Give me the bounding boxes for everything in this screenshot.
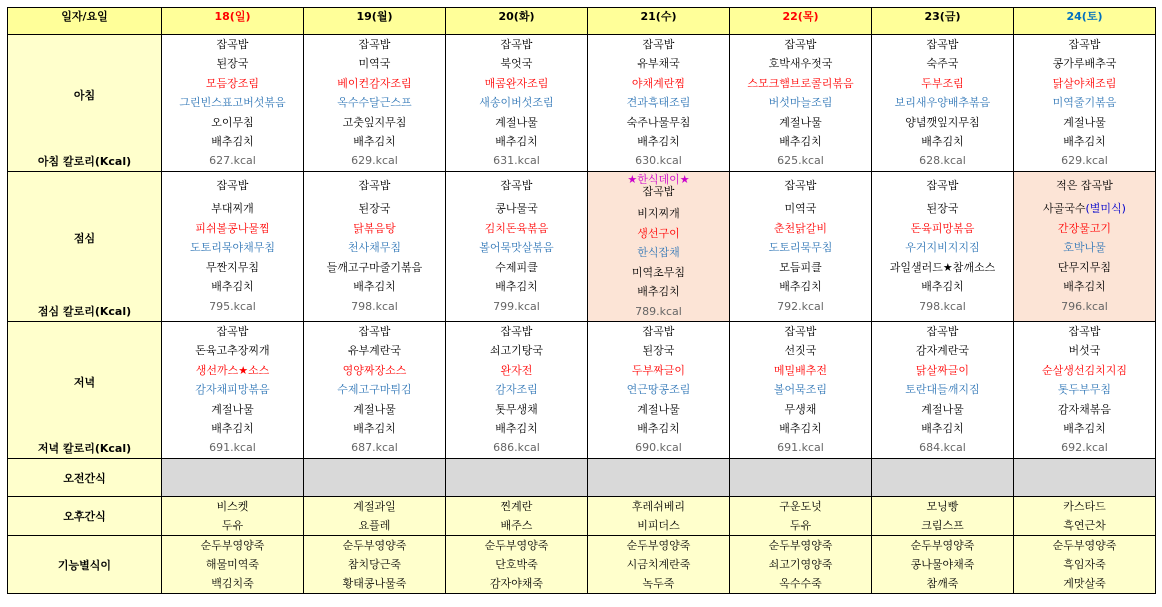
menu-item: 미역줄기볶음 xyxy=(1052,96,1117,110)
menu-item: 새송이버섯조림 xyxy=(479,96,554,110)
morning-snack-day-4 xyxy=(588,459,730,497)
menu-item: 배추김치 xyxy=(921,421,964,435)
diet-item: 해물미역죽 xyxy=(205,558,260,571)
menu-item: 배추김치 xyxy=(495,280,538,293)
morning-snack-label: 오전간식 xyxy=(8,459,162,497)
menu-item: 닭살야채조림 xyxy=(1052,76,1117,90)
menu-item: 토란대들깨지짐 xyxy=(905,383,980,397)
menu-item: 간장물고기 xyxy=(1057,221,1112,235)
menu-item: 된장국 xyxy=(926,202,959,215)
menu-item: 잡곡밥 xyxy=(500,38,533,51)
breakfast-day-2 xyxy=(304,35,446,172)
menu-item: 계절나물 xyxy=(637,402,680,416)
menu-item: 잡곡밥 xyxy=(784,38,817,51)
dinner-day-6 xyxy=(872,322,1014,459)
menu-item: 비지찌개 xyxy=(637,207,680,220)
functional-diet-day-7 xyxy=(1014,536,1156,594)
menu-item: 견과흑태조림 xyxy=(626,96,691,110)
diet-item: 순두부영양죽 xyxy=(768,539,833,552)
menu-item: 잡곡밥 xyxy=(1068,325,1101,338)
menu-item: 도토리묵무침 xyxy=(768,241,833,254)
morning-snack-day-7 xyxy=(1014,459,1156,497)
afternoon-snack-day-6 xyxy=(872,497,1014,536)
morning-snack-day-1 xyxy=(162,459,304,497)
diet-item: 녹두죽 xyxy=(642,577,675,590)
menu-item: 콩나물국 xyxy=(495,202,538,215)
menu-item: 수제피클 xyxy=(495,260,538,274)
menu-item: 배추김치 xyxy=(1063,421,1106,435)
menu-item: 배추김치 xyxy=(779,280,822,293)
menu-item: 순살생선김치지짐 xyxy=(1041,363,1127,377)
calorie-value: 796.kcal xyxy=(1061,299,1108,313)
snack-item: 두유 xyxy=(789,519,812,532)
functional-diet-day-6 xyxy=(872,536,1014,594)
menu-item: 배추김치 xyxy=(637,421,680,435)
snack-item: 모닝빵 xyxy=(926,500,959,513)
menu-item: 무생채 xyxy=(784,402,817,416)
calorie-value: 690.kcal xyxy=(635,441,682,455)
menu-item: 베이컨감자조림 xyxy=(337,76,412,90)
menu-item: 들깨고구마줄기볶음 xyxy=(326,260,423,274)
menu-item: 옥수수달근스프 xyxy=(337,96,412,110)
lunch-day-4 xyxy=(588,172,730,322)
dinner-day-7 xyxy=(1014,322,1156,459)
diet-item: 콩나물야채죽 xyxy=(910,558,975,571)
breakfast-day-4 xyxy=(588,35,730,172)
morning-snack-day-3 xyxy=(446,459,588,497)
menu-item: 감자조림 xyxy=(495,383,538,397)
menu-item: 스모크햄브로콜리볶음 xyxy=(747,76,854,90)
menu-item: 고춧잎지무침 xyxy=(342,115,407,129)
menu-item: 그린빈스표고버섯볶음 xyxy=(179,96,286,110)
dinner-label-cell xyxy=(8,322,162,459)
menu-item: 된장국 xyxy=(642,344,675,358)
menu-item: 잡곡밥 xyxy=(500,179,533,192)
calorie-value: 692.kcal xyxy=(1061,441,1108,455)
menu-item: 숙주국 xyxy=(926,57,959,71)
menu-item: 돈육고추장찌개 xyxy=(195,344,270,358)
korean-day-cell xyxy=(588,172,729,204)
dinner-row xyxy=(8,322,1156,459)
korean-day-badge: ★한식데이★ xyxy=(627,173,690,186)
breakfast-day-5 xyxy=(730,35,872,172)
special-note: (별미식) xyxy=(1085,202,1126,215)
afternoon-snack-day-3 xyxy=(446,497,588,536)
menu-item: 잡곡밥 xyxy=(358,325,391,338)
lunch-day-6 xyxy=(872,172,1014,322)
afternoon-snack-row xyxy=(8,497,1156,536)
lunch-day-5 xyxy=(730,172,872,322)
menu-item: 톳무생채 xyxy=(495,402,538,416)
day-header-4: 21(수) xyxy=(588,8,730,35)
menu-item: 배추김치 xyxy=(353,280,396,293)
menu-item: 두부짜글이 xyxy=(631,363,686,377)
calorie-value: 629.kcal xyxy=(1061,154,1108,168)
header-row xyxy=(8,8,1156,35)
menu-item: 배추김치 xyxy=(495,421,538,435)
functional-diet-row xyxy=(8,536,1156,594)
snack-item: 두유 xyxy=(221,519,244,532)
diet-item: 게맛살죽 xyxy=(1063,577,1106,590)
menu-item: 사골국수 xyxy=(1043,202,1086,215)
calorie-value: 789.kcal xyxy=(635,304,682,318)
day-header-2: 19(월) xyxy=(304,8,446,35)
menu-item: 잡곡밥 xyxy=(784,325,817,338)
snack-item: 후레쉬베리 xyxy=(631,500,686,513)
morning-snack-day-5 xyxy=(730,459,872,497)
menu-item: 계절나물 xyxy=(353,402,396,416)
menu-item: 야채계란찜 xyxy=(631,76,686,90)
menu-item: 감자채피망볶음 xyxy=(195,383,270,397)
menu-item: 유부채국 xyxy=(637,57,680,71)
menu-item: 잡곡밥 xyxy=(784,179,817,192)
snack-item: 카스타드 xyxy=(1063,500,1106,513)
menu-item: 잡곡밥 xyxy=(642,185,675,198)
day-header-6: 23(금) xyxy=(872,8,1014,35)
menu-item: 배추김치 xyxy=(211,421,254,435)
calorie-value: 631.kcal xyxy=(493,154,540,168)
diet-item: 참치당근죽 xyxy=(347,558,402,571)
menu-item: 버섯마늘조림 xyxy=(768,96,833,110)
diet-item: 순두부영양죽 xyxy=(200,539,265,552)
day-header-1: 18(일) xyxy=(162,8,304,35)
diet-item: 순두부영양죽 xyxy=(910,539,975,552)
snack-item: 계절과일 xyxy=(353,500,396,513)
functional-diet-label: 기능별식이 xyxy=(8,536,162,594)
functional-diet-day-3 xyxy=(446,536,588,594)
calorie-value: 625.kcal xyxy=(777,154,824,168)
menu-item: 잡곡밥 xyxy=(926,325,959,338)
dinner-label: 저녁 xyxy=(73,376,96,389)
weekly-menu-table xyxy=(7,7,1156,594)
menu-item: 잡곡밥 xyxy=(216,179,249,192)
menu-item: 배추김치 xyxy=(637,134,680,148)
menu-item: 닭볶음탕 xyxy=(353,221,396,235)
calorie-value: 630.kcal xyxy=(635,154,682,168)
snack-item: 요플레 xyxy=(358,519,391,532)
lunch-day-2 xyxy=(304,172,446,322)
afternoon-snack-day-5 xyxy=(730,497,872,536)
menu-item: 유부계란국 xyxy=(347,344,402,358)
menu-item: 버섯국 xyxy=(1068,344,1101,358)
calorie-value: 799.kcal xyxy=(493,299,540,313)
snack-item: 흑연근차 xyxy=(1063,519,1106,532)
dinner-day-4 xyxy=(588,322,730,459)
snack-item: 비스켓 xyxy=(216,500,249,513)
menu-item: 오이무침 xyxy=(211,115,254,129)
menu-item: 계절나물 xyxy=(1063,115,1106,129)
lunch-row xyxy=(8,172,1156,322)
menu-item: 볼어묵맛살볶음 xyxy=(479,241,554,254)
dinner-day-3 xyxy=(446,322,588,459)
menu-item: 미역국 xyxy=(784,202,817,215)
menu-item: 잡곡밥 xyxy=(358,179,391,192)
snack-item: 비피더스 xyxy=(637,519,680,532)
menu-item: 호박새우젓국 xyxy=(768,57,833,71)
menu-item: 배추김치 xyxy=(353,134,396,148)
menu-item: 잡곡밥 xyxy=(926,179,959,192)
menu-item: 잡곡밥 xyxy=(642,325,675,338)
calorie-value: 798.kcal xyxy=(919,299,966,313)
diet-item: 순두부영양죽 xyxy=(1052,539,1117,552)
calorie-value: 684.kcal xyxy=(919,441,966,455)
diet-item: 순두부영양죽 xyxy=(626,539,691,552)
menu-item: 보리새우양배추볶음 xyxy=(894,96,991,110)
breakfast-day-6 xyxy=(872,35,1014,172)
afternoon-snack-day-2 xyxy=(304,497,446,536)
menu-item: 배추김치 xyxy=(637,285,680,298)
menu-item: 김치돈육볶음 xyxy=(484,221,549,235)
menu-item: 계절나물 xyxy=(779,115,822,129)
menu-item: 배추김치 xyxy=(779,421,822,435)
menu-item: 부대찌개 xyxy=(211,202,254,215)
menu-item: 배추김치 xyxy=(211,280,254,293)
diet-item: 시금치계란죽 xyxy=(626,558,691,571)
menu-item: 미역초무침 xyxy=(631,265,686,279)
menu-item: 잡곡밥 xyxy=(926,38,959,51)
calorie-value: 792.kcal xyxy=(777,299,824,313)
menu-item: 잡곡밥 xyxy=(216,325,249,338)
menu-item: 돈육피망볶음 xyxy=(910,221,975,235)
menu-item: 수제고구마튀김 xyxy=(337,383,412,397)
afternoon-snack-day-1 xyxy=(162,497,304,536)
menu-item: 잡곡밥 xyxy=(1068,38,1101,51)
menu-item: 된장국 xyxy=(216,57,249,71)
menu-item: 모듬장조림 xyxy=(205,76,260,90)
lunch-label-cell xyxy=(8,172,162,322)
menu-item: 볼어묵조림 xyxy=(773,383,828,397)
menu-item: 메밀배추전 xyxy=(773,363,828,377)
functional-diet-day-1 xyxy=(162,536,304,594)
calorie-value: 628.kcal xyxy=(919,154,966,168)
morning-snack-row xyxy=(8,459,1156,497)
menu-item: 무짠지무침 xyxy=(205,260,260,274)
menu-item: 두부조림 xyxy=(921,76,964,90)
menu-item: 북엇국 xyxy=(500,57,533,71)
menu-item: 매콤완자조림 xyxy=(484,76,549,90)
menu-item: 된장국 xyxy=(358,202,391,215)
calorie-value: 686.kcal xyxy=(493,441,540,455)
breakfast-row xyxy=(8,35,1156,172)
corner-label: 일자/요일 xyxy=(8,8,162,35)
menu-item: 감자계란국 xyxy=(915,344,970,358)
menu-item: 쇠고기탕국 xyxy=(489,344,544,358)
menu-item: 콩가루배추국 xyxy=(1052,57,1117,71)
day-header-3: 20(화) xyxy=(446,8,588,35)
diet-item: 황태콩나물죽 xyxy=(342,577,407,590)
breakfast-day-1 xyxy=(162,35,304,172)
afternoon-snack-label: 오후간식 xyxy=(8,497,162,536)
menu-item: 배추김치 xyxy=(921,134,964,148)
snack-item: 배주스 xyxy=(500,519,533,532)
lunch-day-7 xyxy=(1014,172,1156,322)
diet-item: 참깨죽 xyxy=(926,577,959,590)
lunch-label: 점심 xyxy=(73,232,96,245)
menu-item: 호박나물 xyxy=(1063,241,1106,254)
menu-item: 닭살짜글이 xyxy=(915,363,970,377)
morning-snack-day-2 xyxy=(304,459,446,497)
menu-item: 미역국 xyxy=(358,57,391,71)
functional-diet-day-4 xyxy=(588,536,730,594)
diet-item: 옥수수죽 xyxy=(779,577,822,590)
menu-item: 계절나물 xyxy=(495,115,538,129)
menu-item: 계절나물 xyxy=(921,402,964,416)
day-header-5: 22(목) xyxy=(730,8,872,35)
menu-item: 춘천닭갈비 xyxy=(773,221,828,235)
menu-item: 모듬피클 xyxy=(779,260,822,274)
menu-item: 연근땅콩조림 xyxy=(626,383,691,397)
menu-item: 생선구이 xyxy=(637,226,680,240)
menu-item: 양념깻잎지무침 xyxy=(905,115,980,129)
breakfast-label-cell xyxy=(8,35,162,172)
menu-item: 단무지무침 xyxy=(1057,260,1112,274)
menu-item: 잡곡밥 xyxy=(642,38,675,51)
calorie-value: 691.kcal xyxy=(209,441,256,455)
lunch-day-1 xyxy=(162,172,304,322)
dinner-day-5 xyxy=(730,322,872,459)
diet-item: 단호박죽 xyxy=(495,558,538,571)
afternoon-snack-day-4 xyxy=(588,497,730,536)
snack-item: 찐계란 xyxy=(500,500,533,513)
functional-diet-day-2 xyxy=(304,536,446,594)
breakfast-day-7 xyxy=(1014,35,1156,172)
breakfast-cal-label: 아침 칼로리(Kcal) xyxy=(37,155,132,168)
day-header-7: 24(토) xyxy=(1014,8,1156,35)
menu-item: 도토리묵야채무침 xyxy=(189,241,275,254)
calorie-value: 627.kcal xyxy=(209,154,256,168)
dinner-cal-label: 저녁 칼로리(Kcal) xyxy=(37,442,132,455)
calorie-value: 798.kcal xyxy=(351,299,398,313)
menu-item: 배추김치 xyxy=(495,134,538,148)
snack-item: 구운도넛 xyxy=(779,500,822,513)
menu-item: 과일샐러드★참깨소스 xyxy=(889,260,996,274)
diet-item: 순두부영양죽 xyxy=(342,539,407,552)
menu-item: 생선까스★소스 xyxy=(195,363,270,377)
menu-item: 잡곡밥 xyxy=(216,38,249,51)
menu-item: 계절나물 xyxy=(211,402,254,416)
morning-snack-day-6 xyxy=(872,459,1014,497)
calorie-value: 795.kcal xyxy=(209,299,256,313)
menu-item: 잡곡밥 xyxy=(500,325,533,338)
menu-item: 배추김치 xyxy=(779,134,822,148)
menu-item-with-note xyxy=(1014,199,1155,219)
dinner-day-2 xyxy=(304,322,446,459)
menu-item: 톳두부무침 xyxy=(1057,383,1112,397)
menu-item: 배추김치 xyxy=(353,421,396,435)
dinner-day-1 xyxy=(162,322,304,459)
calorie-value: 687.kcal xyxy=(351,441,398,455)
snack-item: 크림스프 xyxy=(921,519,964,532)
diet-item: 백김치죽 xyxy=(211,577,254,590)
diet-item: 순두부영양죽 xyxy=(484,539,549,552)
diet-item: 흑임자죽 xyxy=(1063,558,1106,571)
menu-item: 숙주나물무침 xyxy=(626,115,691,129)
breakfast-label: 아침 xyxy=(73,89,96,102)
menu-item: 우거지비지지짐 xyxy=(905,241,980,254)
menu-item: 배추김치 xyxy=(1063,280,1106,293)
breakfast-day-3 xyxy=(446,35,588,172)
lunch-cal-label: 점심 칼로리(Kcal) xyxy=(37,305,132,318)
calorie-value: 629.kcal xyxy=(351,154,398,168)
menu-item: 피쉬볼콩나물찜 xyxy=(195,221,270,235)
calorie-value: 691.kcal xyxy=(777,441,824,455)
lunch-day-3 xyxy=(446,172,588,322)
menu-item: 선짓국 xyxy=(784,344,817,358)
diet-item: 쇠고기영양죽 xyxy=(768,558,833,571)
menu-item: 배추김치 xyxy=(211,134,254,148)
menu-item: 한식잡채 xyxy=(637,246,680,259)
functional-diet-day-5 xyxy=(730,536,872,594)
menu-item: 완자전 xyxy=(500,363,533,377)
menu-item: 천사채무침 xyxy=(347,241,402,254)
diet-item: 감자야채죽 xyxy=(489,577,544,590)
afternoon-snack-day-7 xyxy=(1014,497,1156,536)
menu-item: 영양짜장소스 xyxy=(342,363,407,377)
menu-item: 적은 잡곡밥 xyxy=(1056,179,1113,192)
menu-item: 배추김치 xyxy=(921,280,964,293)
menu-item: 배추김치 xyxy=(1063,134,1106,148)
menu-item: 잡곡밥 xyxy=(358,38,391,51)
menu-item: 감자채볶음 xyxy=(1057,402,1112,416)
